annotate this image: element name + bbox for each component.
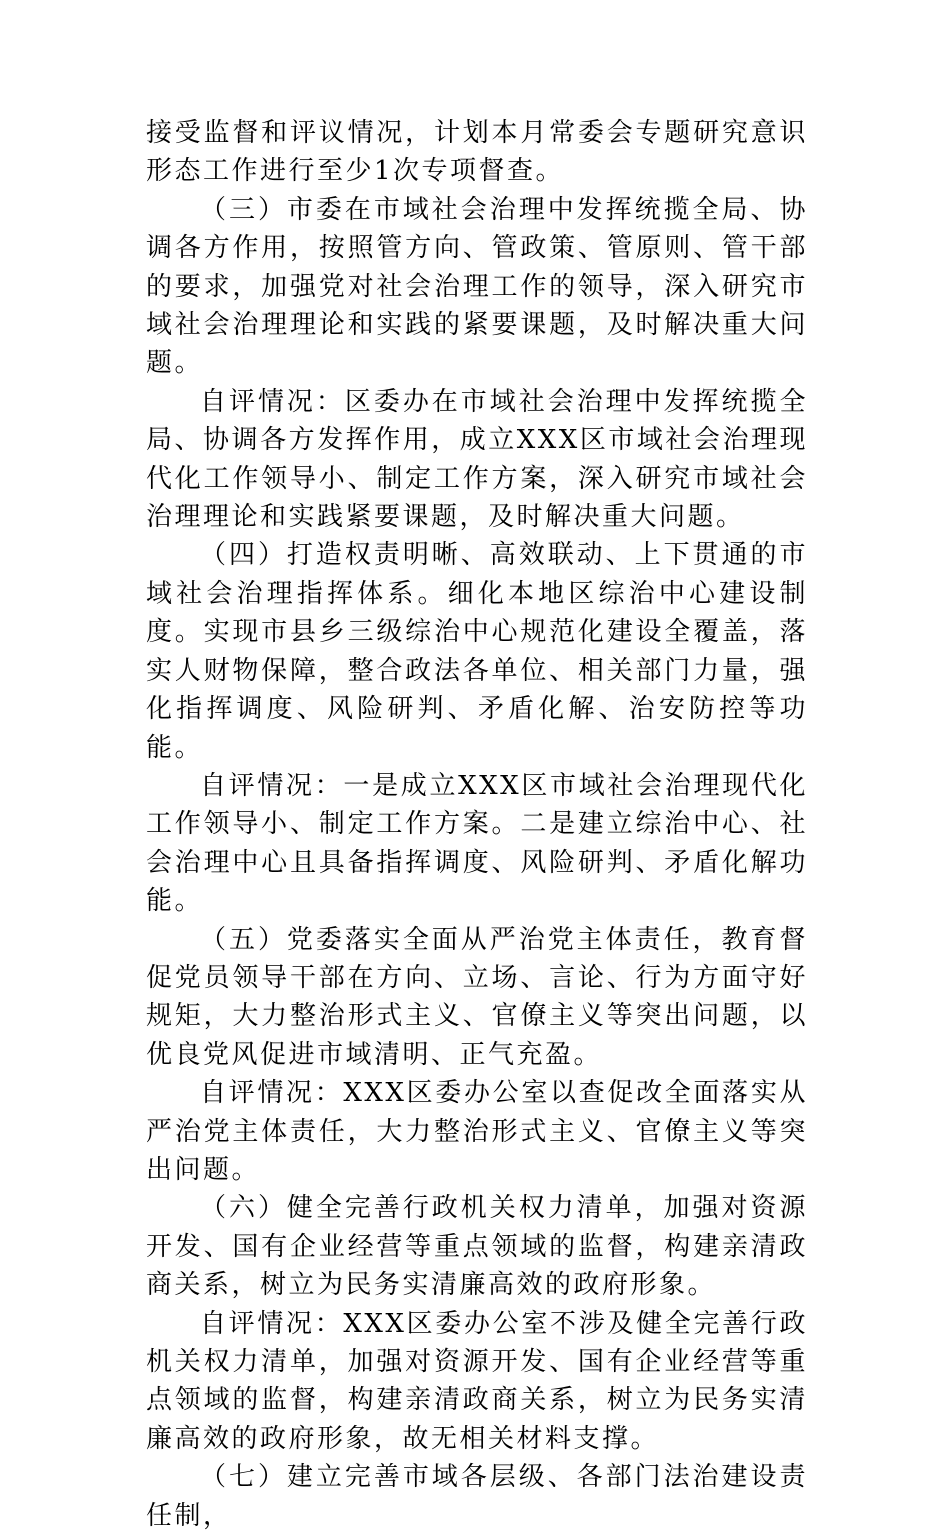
document-body xyxy=(146,114,808,1535)
paragraph-item-5: （五）党委落实全面从严治党主体责任，教育督促党员领导干部在方向、立场、言论、行为方面守好规矩，大力整治形式主义、官僚主义等突出问题，以优良党风促进市域清明、正气充盈。 xyxy=(146,924,808,1070)
paragraph-item-4: （四）打造权责明晰、高效联动、上下贯通的市域社会治理指挥体系。细化本地区综治中心建设制度。实现市县乡三级综治中心规范化建设全覆盖，落实人财物保障，整合政法各单位、相关部门力量，强化指挥调度、风险研判、矛盾化解、治安防控等功能。 xyxy=(146,540,808,763)
paragraph-item-6: （六）健全完善行政机关权力清单，加强对资源开发、国有企业经营等重点领域的监督，构建亲清政商关系，树立为民务实清廉高效的政府形象。 xyxy=(146,1193,808,1301)
paragraph-self-evaluation-3: 自评情况：区委办在市域社会治理中发挥统揽全局、协调各方发挥作用，成立XXX区市域社会治理现代化工作领导小、制定工作方案，深入研究市域社会治理理论和实践紧要课题，及时解决重大问题。 xyxy=(146,386,808,533)
paragraph-item-3: （三）市委在市域社会治理中发挥统揽全局、协调各方作用，按照管方向、管政策、管原则、管干部的要求，加强党对社会治理工作的领导，深入研究市域社会治理理论和实践的紧要课题，及时解决重大问题。 xyxy=(146,194,808,379)
paragraph-item-7: （七）建立完善市域各层级、各部门法治建设责任制， xyxy=(146,1462,808,1531)
paragraph-self-evaluation-4: 自评情况：一是成立XXX区市域社会治理现代化工作领导小、制定工作方案。二是建立综治中心、社会治理中心且具备指挥调度、风险研判、矛盾化解功能。 xyxy=(146,770,808,917)
paragraph-continued: 接受监督和评议情况，计划本月常委会专题研究意识形态工作进行至少1次专项督查。 xyxy=(146,118,808,187)
paragraph-self-evaluation-5: 自评情况：XXX区委办公室以查促改全面落实从严治党主体责任，大力整治形式主义、官僚主义等突出问题。 xyxy=(146,1078,808,1185)
paragraph-self-evaluation-6: 自评情况：XXX区委办公室不涉及健全完善行政机关权力清单，加强对资源开发、国有企业经营等重点领域的监督，构建亲清政商关系，树立为民务实清廉高效的政府形象，故无相关材料支撑。 xyxy=(146,1308,808,1454)
